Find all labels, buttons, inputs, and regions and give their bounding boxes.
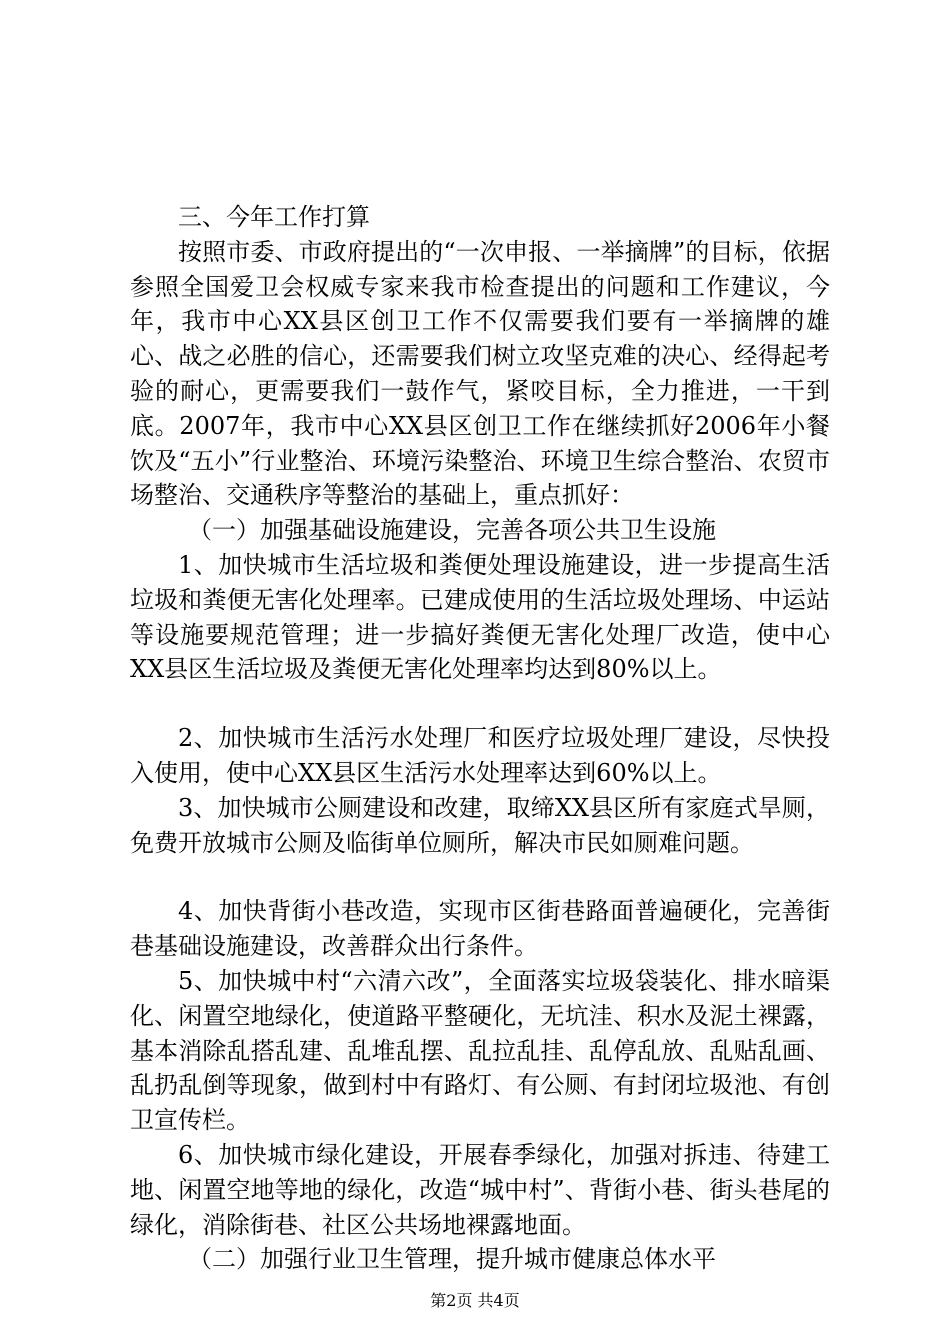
page-number-footer: 第2页 共4页 — [430, 1291, 520, 1310]
list-item-6: 6、加快城市绿化建设，开展春季绿化，加强对拆违、待建工地、闲置空地等地的绿化，改造“城中村”、背街小巷、街头巷尾的绿化，消除街巷、社区公共场地裸露地面。 — [130, 1140, 830, 1239]
list-item-2: 2、加快城市生活污水处理厂和医疗垃圾处理厂建设，尽快投入使用，使中心XX县区生活污水处理率达到60%以上。 — [130, 724, 830, 787]
subheading-infrastructure: （一）加强基础设施建设，完善各项公共卫生设施 — [188, 516, 716, 545]
subheading-industry-hygiene: （二）加强行业卫生管理，提升城市健康总体水平 — [188, 1245, 716, 1274]
list-item-4: 4、加快背街小巷改造，实现市区街巷路面普遍硬化，完善街巷基础设施建设，改善群众出行条件。 — [130, 897, 830, 961]
document-body — [130, 200, 830, 1277]
list-item-3: 3、加快城市公厕建设和改建，取缔XX县区所有家庭式旱厕，免费开放城市公厕及临街单位厕所，解决市民如厕难问题。 — [130, 793, 830, 857]
intro-paragraph: 按照市委、市政府提出的“一次申报、一举摘牌”的目标，依据参照全国爱卫会权威专家来我市检查提出的问题和工作建议，今年，我市中心XX县区创卫工作不仅需要我们要有一举摘牌的雄心、战之必胜的信心，还需要我们树立攻坚克难的决心、经得起考验的耐心，更需要我们一鼓作气，紧咬目标，全力推进，一干到底。2007年，我市中心XX县区创卫工作在继续抓好2006年小餐饮及“五小”行业整治、环境污染整治、环境卫生综合整治、农贸市场整治、交通秩序等整治的基础上，重点抓好： — [130, 237, 830, 510]
list-item-1: 1、加快城市生活垃圾和粪便处理设施建设，进一步提高生活垃圾和粪便无害化处理率。已建成使用的生活垃圾处理场、中运站等设施要规范管理；进一步搞好粪便无害化处理厂改造，使中心XX县区生活垃圾及粪便无害化处理率均达到80%以上。 — [130, 550, 830, 684]
list-item-5: 5、加快城中村“六清六改”，全面落实垃圾袋装化、排水暗渠化、闲置空地绿化，使道路平整硬化，无坑洼、积水及泥土裸露，基本消除乱搭乱建、乱堆乱摆、乱拉乱挂、乱停乱放、乱贴乱画、乱扔乱倒等现象，做到村中有路灯、有公厕、有封闭垃圾池、有创卫宣传栏。 — [130, 966, 830, 1135]
section-heading: 三、今年工作打算 — [178, 203, 370, 231]
